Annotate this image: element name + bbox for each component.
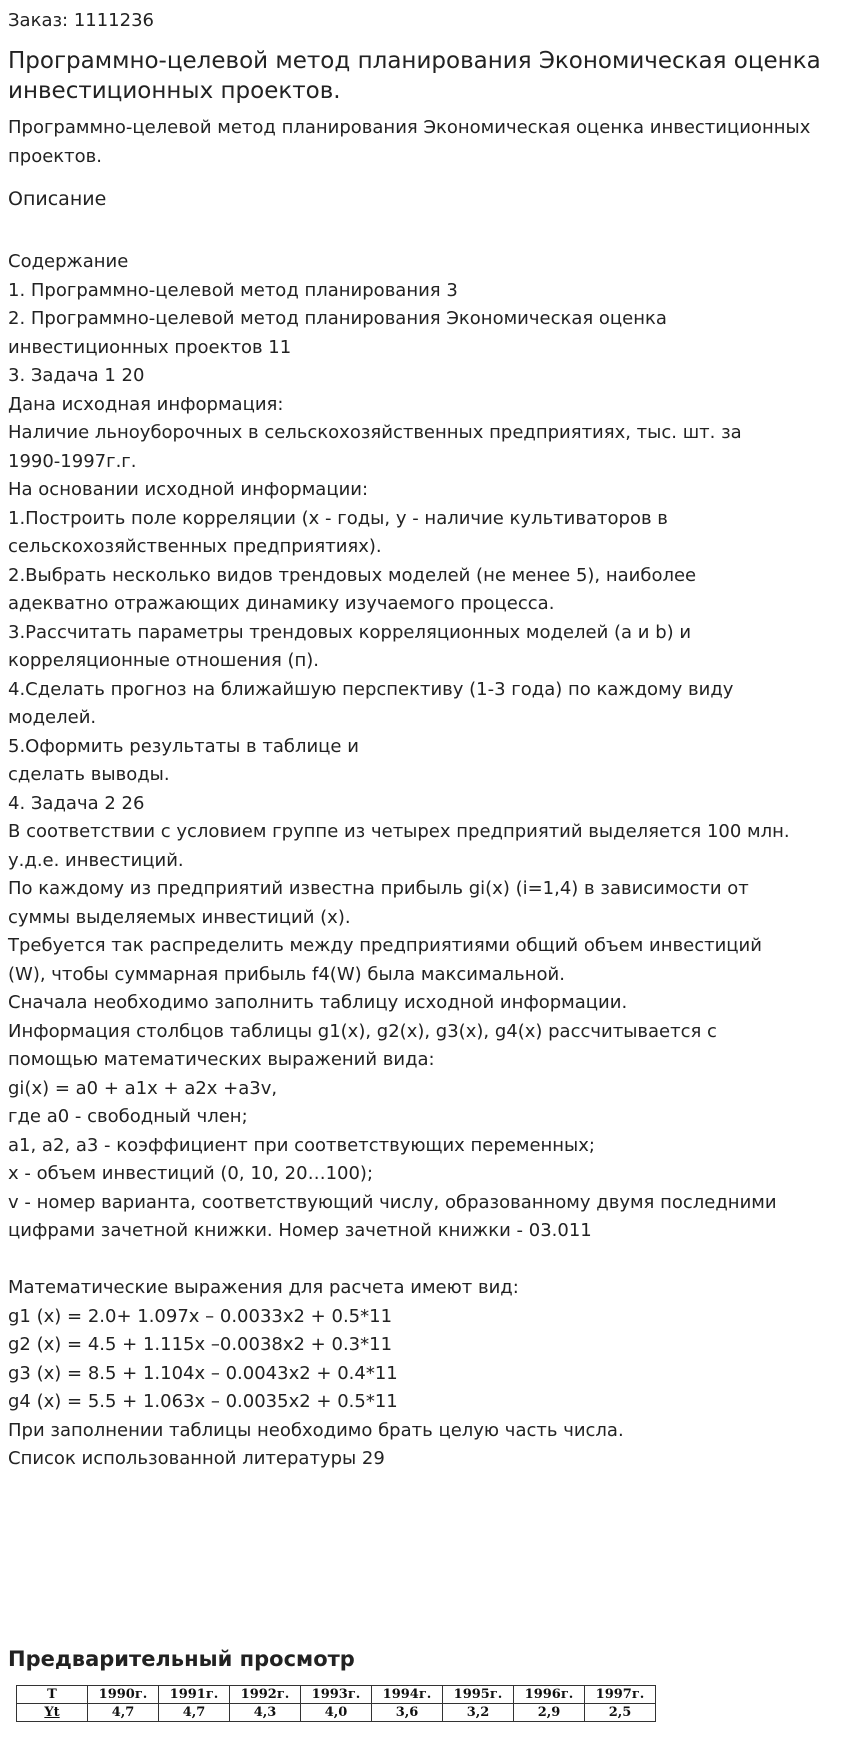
content-line: где a0 - свободный член; [8, 1106, 248, 1127]
table-cell: 1997г. [585, 1686, 656, 1704]
content-line: g4 (x) = 5.5 + 1.063x – 0.0035x2 + 0.5*11 [8, 1391, 398, 1412]
content-line: Математические выражения для расчета имеют вид: [8, 1277, 519, 1298]
table-row [17, 1704, 656, 1722]
content-line: (W), чтобы суммарная прибыль f4(W) была максимальной. [8, 963, 565, 985]
content-line: инвестиционных проектов 11 [8, 336, 292, 358]
table-cell: 1992г. [230, 1686, 301, 1704]
content-line: 5.Оформить результаты в таблице и [8, 735, 359, 757]
content-line: a1, a2, a3 - коэффициент при соответствующих переменных; [8, 1134, 595, 1156]
content-line: g2 (x) = 4.5 + 1.115x –0.0038x2 + 0.3*11 [8, 1334, 393, 1355]
content-line: В соответствии с условием группе из четырех предприятий выделяется 100 млн. [8, 821, 790, 842]
content-line: x - объем инвестиций (0, 10, 20…100); [8, 1163, 374, 1184]
table-cell: 4,7 [88, 1704, 159, 1722]
content-line: Список использованной литературы 29 [8, 1448, 385, 1469]
content-line: адекватно отражающих динамику изучаемого процесса. [8, 593, 555, 614]
description-body [8, 248, 847, 1474]
content-line: корреляционные отношения (п). [8, 650, 320, 671]
content-line: 1. Программно-целевой метод планирования 3 [8, 279, 458, 301]
content-line: 1990-1997г.г. [8, 450, 137, 472]
content-line: помощью математических выражений вида: [8, 1049, 435, 1070]
content-line: Информация столбцов таблицы g1(x), g2(x), g3(x), g4(x) рассчитывается с [8, 1020, 717, 1042]
table-cell: Yt [17, 1704, 88, 1722]
content-line [8, 1246, 847, 1275]
content-line: 4. Задача 2 26 [8, 792, 145, 814]
content-line: При заполнении таблицы необходимо брать целую часть числа. [8, 1419, 624, 1441]
content-line: 3. Задача 1 20 [8, 365, 145, 386]
content-line: v - номер варианта, соответствующий числу, образованному двумя последними [8, 1191, 777, 1213]
table-cell: 1996г. [514, 1686, 585, 1704]
table-cell: 1991г. [159, 1686, 230, 1704]
preview-heading: Предварительный просмотр [8, 1647, 355, 1671]
preview-table [16, 1685, 656, 1722]
page-subtitle: Программно-целевой метод планирования Экономическая оценка инвестиционных проектов. [8, 117, 811, 167]
table-cell: 3,6 [372, 1704, 443, 1722]
content-line: суммы выделяемых инвестиций (x). [8, 906, 351, 928]
table-cell: 4,3 [230, 1704, 301, 1722]
table-cell: T [17, 1686, 88, 1704]
table-row [17, 1686, 656, 1704]
content-line: у.д.е. инвестиций. [8, 849, 184, 871]
content-line: gi(x) = a0 + a1x + a2x +a3v, [8, 1077, 278, 1099]
content-line: Дана исходная информация: [8, 393, 284, 415]
table-cell: 1994г. [372, 1686, 443, 1704]
content-line: моделей. [8, 707, 97, 728]
content-line: сельскохозяйственных предприятиях). [8, 536, 382, 557]
table-cell: 1993г. [301, 1686, 372, 1704]
table-cell: 4,0 [301, 1704, 372, 1722]
table-cell: 1990г. [88, 1686, 159, 1704]
description-heading: Описание [8, 188, 107, 210]
content-line: По каждому из предприятий известна прибыль gi(x) (i=1,4) в зависимости от [8, 878, 749, 899]
content-line: Требуется так распределить между предприятиями общий объем инвестиций [8, 935, 762, 956]
content-line: g1 (x) = 2.0+ 1.097x – 0.0033x2 + 0.5*11 [8, 1305, 393, 1327]
content-line: 2. Программно-целевой метод планирования Экономическая оценка [8, 308, 667, 329]
content-line: 3.Рассчитать параметры трендовых корреляционных моделей (a и b) и [8, 621, 692, 643]
page-title: Программно-целевой метод планирования Экономическая оценка инвестиционных проектов. [8, 48, 821, 104]
table-cell: 2,5 [585, 1704, 656, 1722]
content-line: Сначала необходимо заполнить таблицу исходной информации. [8, 992, 628, 1013]
content-line: g3 (x) = 8.5 + 1.104x – 0.0043x2 + 0.4*11 [8, 1362, 398, 1384]
content-line: сделать выводы. [8, 764, 170, 785]
content-line: 1.Построить поле корреляции (x - годы, y - наличие культиваторов в [8, 507, 668, 529]
table-cell: 1995г. [443, 1686, 514, 1704]
content-line: 2.Выбрать несколько видов трендовых моделей (не менее 5), наиболее [8, 564, 697, 586]
content-line: цифрами зачетной книжки. Номер зачетной книжки - 03.011 [8, 1220, 592, 1241]
table-cell: 2,9 [514, 1704, 585, 1722]
content-line: На основании исходной информации: [8, 479, 369, 500]
order-number: Заказ: 1111236 [8, 10, 154, 31]
table-cell: 4,7 [159, 1704, 230, 1722]
content-line: Наличие льноуборочных в сельскохозяйственных предприятиях, тыс. шт. за [8, 422, 742, 443]
table-cell: 3,2 [443, 1704, 514, 1722]
content-line: Содержание [8, 251, 129, 272]
content-line: 4.Сделать прогноз на ближайшую перспективу (1-3 года) по каждому виду [8, 678, 734, 700]
